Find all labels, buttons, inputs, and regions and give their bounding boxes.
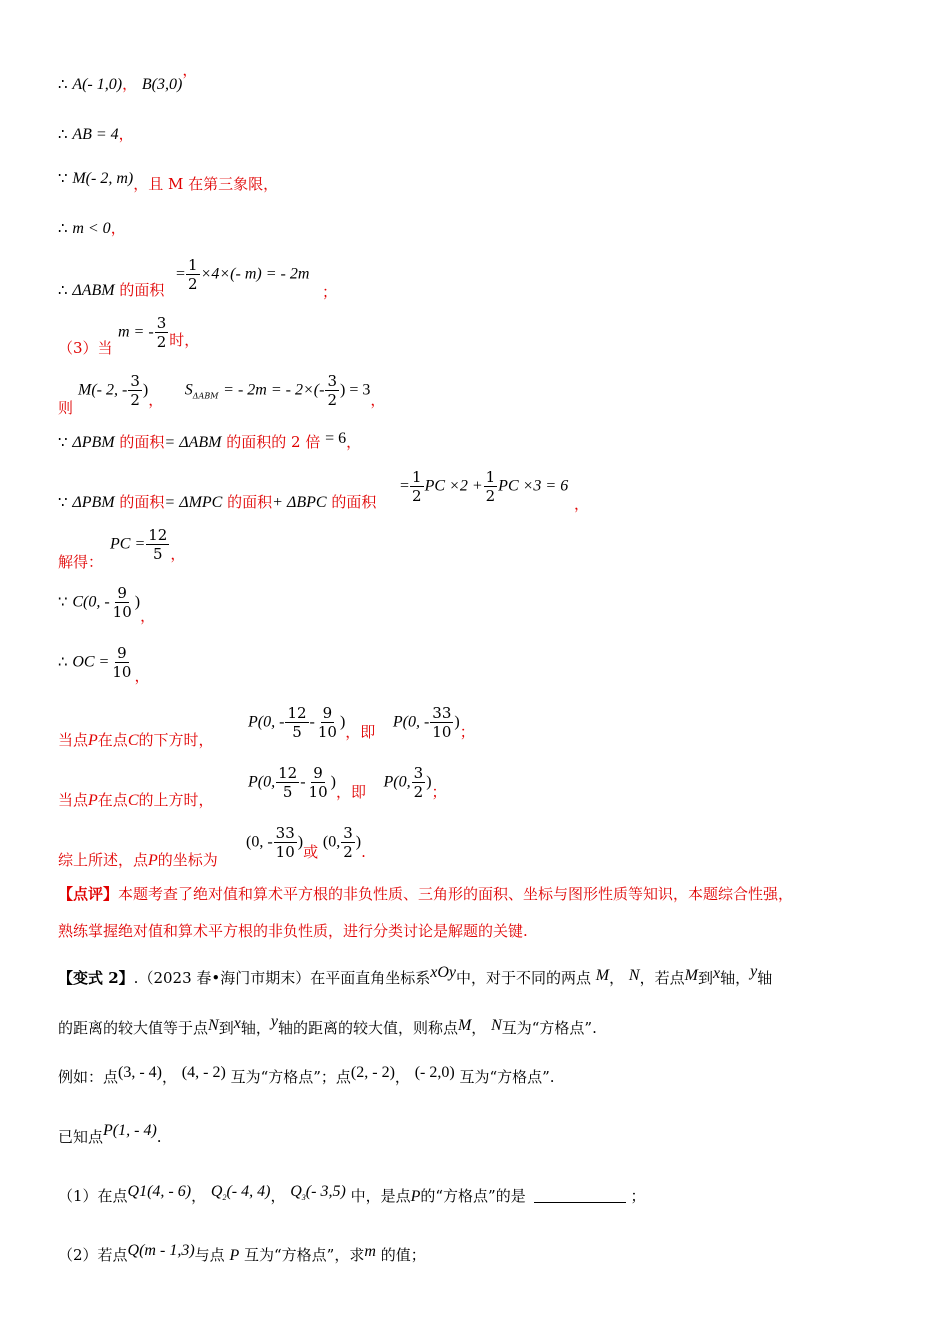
text: 轴， [240, 1019, 271, 1037]
comma: ， [394, 1068, 410, 1086]
point-a: A(- 1,0) [72, 76, 123, 93]
text: 互为“方格点”，求 [244, 1246, 365, 1264]
comment-text-2: 熟练掌握绝对值和算术平方根的非负性质，进行分类讨论是解题的关键. [58, 922, 528, 940]
triangle-abm: ΔABM [72, 282, 115, 299]
point-p-label: P [229, 1247, 240, 1264]
area-label: 的面积 [331, 493, 377, 511]
paren: ) [426, 773, 432, 791]
paren: ) [142, 381, 149, 399]
solution-line-ab-length [58, 124, 134, 145]
comma: ， [574, 495, 590, 513]
numerator: 3 [156, 314, 167, 332]
question-1-label: （1）在点 [58, 1187, 128, 1205]
equals: = [400, 477, 410, 495]
numerator: 33 [432, 704, 452, 722]
fraction-three-halves [341, 824, 355, 861]
point-c: C(0, - [72, 593, 110, 611]
area-subscript: ΔABM [192, 391, 219, 401]
coords: (- 4, 4) [226, 1183, 271, 1200]
semicolon: ； [630, 1187, 646, 1205]
point-c-label: C [127, 792, 139, 809]
minus: - [309, 713, 315, 731]
text: 的值； [380, 1246, 426, 1264]
numerator: 1 [188, 256, 198, 274]
point-c-label: C [127, 732, 139, 749]
denominator: 5 [282, 783, 293, 801]
m-inequality: m < 0 [72, 220, 111, 237]
example-point-3: (2, - 2) [350, 1064, 395, 1081]
text: 在点 [97, 791, 128, 809]
comma: ， [370, 390, 386, 409]
minus: - [300, 773, 306, 791]
semicolon: ； [322, 283, 338, 301]
because-symbol: ∵ [58, 169, 68, 187]
fraction-three-halves [325, 372, 339, 409]
triangle-pbm: ΔPBM [72, 434, 115, 451]
fraction-one-half [410, 468, 424, 505]
x-axis-label: x [712, 965, 721, 982]
point-n-label: N [491, 1017, 502, 1034]
denominator: 2 [412, 487, 422, 505]
variant-label: 【变式 2】 [58, 969, 134, 987]
semicolon: ； [431, 782, 447, 801]
area-label: 的面积 [119, 493, 165, 511]
comma: ， [270, 1187, 286, 1205]
point-q: Q(m - 1,3) [127, 1242, 195, 1259]
fraction-twelve-fifths [276, 764, 299, 801]
comment-text-1: 本题考查了绝对值和算术平方根的非负性质、三角形的面积、坐标与图形性质等知识，本题综合性强， [118, 885, 794, 903]
when-text: 时， [169, 330, 200, 349]
example-line [58, 1064, 555, 1088]
point-n-label: N [208, 1017, 219, 1034]
area-label: 的面积 [227, 493, 273, 511]
variant-line-1 [58, 963, 773, 989]
namely-text: ，即 [345, 722, 376, 741]
solution-line-m-negative [58, 218, 126, 239]
comma: ， [609, 969, 625, 987]
denominator: 10 [112, 663, 132, 681]
text: 的下方时， [138, 731, 214, 749]
period: . [361, 842, 366, 861]
example-point-2: (4, - 2) [181, 1064, 226, 1081]
text: 互为“方格点”；点 [230, 1068, 351, 1086]
therefore-symbol: ∴ [58, 219, 68, 237]
comment-line-2 [58, 921, 528, 941]
point-m-label: M [595, 967, 610, 984]
coords: (- 3,5) [305, 1183, 346, 1200]
example-point-4: (- 2,0) [414, 1064, 455, 1081]
question-2 [58, 1242, 426, 1266]
point-b: B(3,0) [141, 76, 183, 93]
point-p-expr: P(0, - [248, 713, 285, 731]
paren: ) [355, 833, 362, 851]
q-letter: Q [210, 1183, 223, 1200]
text: 例如：点 [58, 1068, 119, 1086]
text: 互为“方格点”. [501, 1019, 597, 1037]
text: 的“方格点”的是 [420, 1187, 526, 1205]
comma: ， [110, 219, 126, 237]
because-symbol: ∵ [58, 493, 68, 511]
semicolon: ； [459, 722, 475, 741]
ab-length: AB = 4 [72, 126, 119, 143]
text: 的距离的较大值等于点 [58, 1019, 209, 1037]
point-m-label: M [684, 967, 698, 984]
m-variable: m [364, 1243, 376, 1260]
text: 当点 [58, 791, 89, 809]
double-area-text: 的面积的 2 倍 [226, 433, 321, 451]
paren: ) [297, 833, 304, 851]
denominator: 2 [485, 487, 496, 505]
comma: ， [346, 433, 362, 451]
text: 轴的距离的较大值，则称点 [277, 1019, 458, 1037]
numerator: 3 [343, 824, 353, 842]
area-expression: ×4×(- m) = - 2m [200, 265, 310, 283]
triangle-abm: = ΔABM [164, 434, 222, 451]
numerator: 1 [412, 468, 422, 486]
fraction-one-half [186, 256, 200, 293]
fraction-nine-tenths [307, 764, 330, 801]
text: 互为“方格点”. [459, 1068, 555, 1086]
fraction-twelve-fifths [285, 704, 308, 741]
point-p-expr: P(0, [248, 773, 276, 791]
numerator: 3 [327, 372, 337, 390]
numerator: 12 [148, 526, 168, 544]
point-n-label: N [628, 967, 640, 984]
numerator: 9 [117, 584, 127, 602]
question-1 [58, 1183, 646, 1213]
oc-length [58, 644, 149, 688]
triangle-bpc: + ΔBPC [272, 494, 327, 511]
comma: ， [170, 544, 186, 563]
question-2-label: （2）若点 [58, 1246, 128, 1264]
fraction-nine-tenths [110, 644, 133, 681]
text: .（2023 春•海门市期末）在平面直角坐标系 [133, 969, 431, 987]
comma: ， [118, 125, 134, 143]
area-symbol: S [184, 381, 193, 399]
answer-blank[interactable] [534, 1186, 626, 1203]
text: ，若点 [639, 969, 685, 987]
fraction-33-tenths [274, 824, 297, 861]
paren: ) [454, 713, 460, 731]
comma: ， [148, 390, 164, 409]
therefore-symbol: ∴ [58, 125, 68, 143]
paren: ) [134, 593, 141, 611]
text: 在点 [97, 731, 128, 749]
comma: ， [182, 61, 198, 79]
pbm-area-double [58, 432, 361, 453]
point-m: M(- 2, m) [72, 170, 134, 187]
paren: ) [339, 713, 346, 731]
text: 轴 [757, 969, 773, 987]
answer-2: (0, [322, 833, 341, 851]
point-p-label: P [148, 852, 158, 869]
answer-1: (0, - [246, 833, 273, 851]
given-point-p [58, 1122, 162, 1148]
denominator: 2 [188, 275, 198, 293]
y-axis-label: y [270, 1013, 278, 1030]
third-quadrant-text: ，且 M 在第三象限， [133, 175, 279, 193]
text: 的坐标为 [157, 851, 218, 869]
point-c-coord [58, 584, 155, 628]
area-expression: = - 2m = - 2×(- [223, 381, 325, 399]
point-q1: Q1(4, - 6) [127, 1183, 192, 1200]
fraction-three-halves [155, 314, 169, 351]
solution-line-m-point [58, 168, 279, 193]
point-m-coord: M(- 2, - [78, 381, 128, 399]
subscript: 2 [222, 1193, 227, 1202]
numerator: 1 [485, 468, 496, 486]
comma: ， [162, 1068, 178, 1086]
namely-text: ，即 [335, 782, 366, 801]
point-p-result: P(0, - [392, 713, 430, 731]
therefore-symbol: ∴ [58, 75, 68, 93]
denominator: 10 [275, 843, 295, 861]
denominator: 10 [317, 723, 337, 741]
example-point-1: (3, - 4) [118, 1064, 162, 1081]
comment-label: 【点评】 [58, 885, 119, 903]
variant-line-2 [58, 1013, 597, 1039]
point-q3 [290, 1183, 346, 1200]
period: . [156, 1128, 162, 1146]
point-p-label: P [410, 1188, 421, 1205]
text: 到 [697, 969, 713, 987]
pc-value: PC = [110, 535, 146, 553]
point-p: P(1, - 4) [103, 1122, 157, 1139]
text: 轴， [720, 969, 751, 987]
fraction-33-tenths [430, 704, 453, 741]
because-symbol: ∵ [58, 433, 68, 451]
triangle-mpc: = ΔMPC [164, 494, 223, 511]
numerator: 12 [278, 764, 298, 782]
comma: ， [140, 606, 156, 625]
area-label: 的面积 [119, 281, 165, 299]
solve-label: 解得： [58, 553, 104, 571]
q-letter: Q [290, 1183, 302, 1200]
comma: ， [122, 75, 138, 93]
m-value: m = - [118, 323, 154, 341]
denominator: 10 [112, 603, 132, 621]
pc-term-1: PC ×2 + [424, 477, 483, 495]
oc-value: OC = [72, 653, 110, 671]
therefore-symbol: ∴ [58, 652, 68, 671]
pc-term-2: PC ×3 = 6 [498, 477, 569, 495]
denominator: 2 [327, 391, 337, 409]
or-text: 或 [303, 842, 319, 861]
denominator: 2 [130, 391, 140, 409]
point-p-result: P(0, [383, 773, 411, 791]
text: 当点 [58, 731, 89, 749]
fraction-three-halves [412, 764, 426, 801]
denominator: 2 [413, 783, 424, 801]
numerator: 9 [313, 764, 323, 782]
text: 综上所述，点 [58, 851, 149, 869]
fraction-nine-tenths [316, 704, 339, 741]
fraction-three-halves [128, 372, 142, 409]
x-axis-label: x [233, 1015, 241, 1032]
denominator: 2 [343, 843, 353, 861]
denominator: 5 [292, 723, 302, 741]
solution-line-ab-points [58, 61, 198, 95]
numerator: 3 [130, 372, 140, 390]
numerator: 3 [413, 764, 424, 782]
text: 的上方时， [138, 791, 214, 809]
denominator: 10 [432, 723, 452, 741]
point-p-label: P [88, 792, 98, 809]
comma: ， [134, 666, 150, 685]
y-axis-label: y [750, 963, 758, 980]
because-symbol: ∵ [58, 592, 68, 611]
triangle-pbm: ΔPBM [72, 494, 115, 511]
text: 到 [218, 1019, 234, 1037]
part3-label: （3）当 [58, 339, 113, 357]
subscript: 3 [301, 1193, 306, 1202]
numerator: 12 [287, 704, 307, 722]
then-text: 则 [58, 399, 74, 417]
fraction-twelve-fifths [146, 526, 169, 563]
point-q2 [211, 1183, 271, 1200]
numerator: 9 [117, 644, 127, 662]
text: 中，是点 [350, 1187, 411, 1205]
comment-line-1 [58, 884, 793, 904]
point-m-label: M [457, 1017, 472, 1034]
text: 中，对于不同的两点 [456, 969, 592, 987]
paren: ) [330, 773, 336, 791]
text: 与点 [194, 1246, 225, 1264]
therefore-symbol: ∴ [58, 281, 68, 299]
fraction-one-half [484, 468, 498, 505]
xoy-plane: xOy [430, 964, 456, 981]
fraction-nine-tenths [111, 584, 134, 621]
area-value: = 6 [325, 430, 347, 447]
equals: = [176, 265, 186, 283]
area-label: 的面积 [119, 433, 165, 451]
denominator: 10 [308, 783, 328, 801]
area-result: ) = 3 [339, 381, 371, 399]
numerator: 9 [322, 704, 333, 722]
comma: ， [471, 1019, 487, 1037]
text: 已知点 [58, 1128, 104, 1146]
denominator: 5 [153, 545, 163, 563]
numerator: 33 [275, 824, 295, 842]
point-p-label: P [88, 732, 98, 749]
comma: ， [191, 1187, 207, 1205]
denominator: 2 [156, 333, 167, 351]
